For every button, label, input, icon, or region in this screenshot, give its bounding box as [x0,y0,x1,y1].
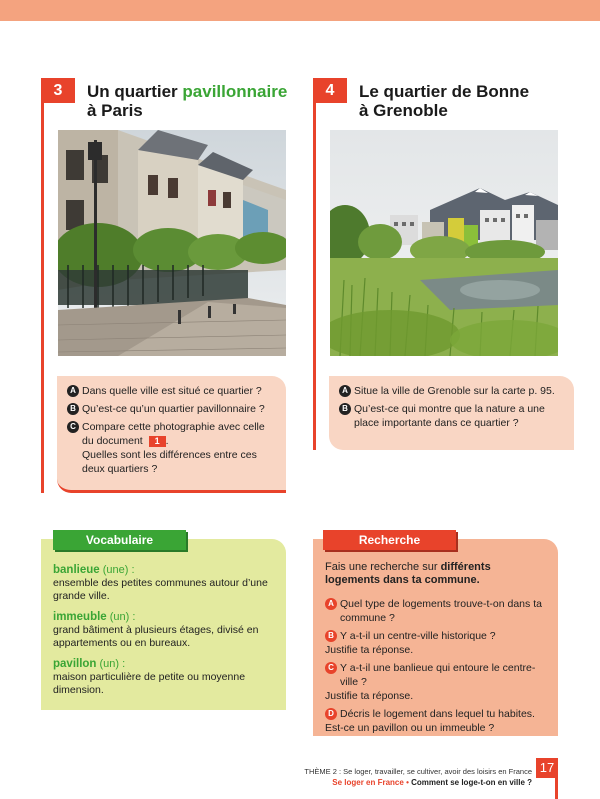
footer-lesson: Comment se loge-t-on en ville ? [411,778,532,787]
question-c-text: Compare cette photographie avec celle du document [82,421,265,447]
research-intro-prefix: Fais une recherche sur [325,561,441,573]
research-question-b-text: Y a-t-il un centre-ville historique ? [340,630,496,642]
bullet-a: A [67,385,79,397]
vocab-term-banlieue [53,564,276,603]
bullet-b: B [325,630,337,642]
research-question-a-text: Quel type de logements trouve-t-on dans ta commune ? [340,598,542,624]
research-box [313,539,558,736]
grenoble-district-photo [330,130,558,356]
vocab-term-pavillon [53,658,276,697]
research-question-b [325,629,548,657]
vocab-gender: (un) : [106,611,136,623]
research-tab: Recherche [323,530,456,550]
document-4-questions [329,376,574,450]
vocab-word: pavillon [53,658,97,670]
document-4-title-line2: à Grenoble [359,101,448,120]
document-3-title [87,82,297,120]
research-question-b-line2: Justifie ta réponse. [325,644,414,656]
document-3-title-prefix: Un quartier [87,82,183,101]
bullet-b: B [67,403,79,415]
paris-street-photo [58,130,286,356]
question-c-period: . [165,435,169,447]
research-question-c-text: Y a-t-il une banlieue qui entoure le centre-ville ? [340,662,536,688]
bullet-a: A [339,385,351,397]
question-a [67,384,276,398]
vocab-definition: ensemble des petites communes autour d’une grande ville. [53,577,268,602]
research-intro-bold: différents logements dans ta commune. [325,561,491,586]
document-3-number: 3 [41,78,75,103]
research-question-d-line2: Est-ce un pavillon ou un immeuble ? [325,722,495,734]
vocab-word: immeuble [53,611,107,623]
document-3-title-highlight: pavillonnaire [182,82,288,101]
document-3-rail [41,78,44,493]
vocabulary-box [41,539,286,710]
document-1-reference[interactable]: 1 [149,436,166,447]
vocab-term-immeuble [53,611,276,650]
question-b [339,402,564,430]
research-question-d-text: Décris le logement dans lequel tu habites. [340,708,535,720]
research-question-d [325,707,548,735]
vocabulary-tab: Vocabulaire [53,530,186,550]
bullet-b: B [339,403,351,415]
question-a-text: Situe la ville de Grenoble sur la carte p. 95. [354,385,555,397]
vocab-definition: grand bâtiment à plusieurs étages, divisé en appartements ou en bureaux. [53,624,259,649]
question-c-line2: Quelles sont les différences entre ces deux quartiers ? [82,449,257,475]
vocab-gender: (une) : [99,564,135,576]
question-c [67,420,276,476]
vocab-word: banlieue [53,564,100,576]
research-question-a [325,597,548,625]
bullet-a: A [325,598,337,610]
footer-chapter[interactable]: Se loger en France [332,778,404,787]
document-4-number: 4 [313,78,347,103]
document-3-title-suffix: à Paris [87,101,143,120]
bullet-d: D [325,708,337,720]
question-a-text: Dans quelle ville est situé ce quartier ? [82,385,262,397]
bullet-c: C [325,662,337,674]
question-b-text: Qu’est-ce qu’un quartier pavillonnaire ? [82,403,265,415]
document-3-questions [57,376,286,493]
research-question-c-line2: Justifie ta réponse. [325,690,414,702]
page-number-rail [555,778,558,799]
vocab-gender: (un) : [96,658,126,670]
footer-separator: • [403,778,412,787]
research-question-c [325,661,548,703]
page-number: 17 [536,758,558,778]
question-b-text: Qu’est-ce qui montre que la nature a une place importante dans ce quartier ? [354,403,545,429]
document-4-title [359,82,569,120]
footer-theme: THÈME 2 : Se loger, travailler, se cultiver, avoir des loisirs en France [304,767,532,776]
research-intro [325,561,548,587]
document-4-title-line1: Le quartier de Bonne [359,82,530,101]
question-b [67,402,276,416]
vocab-definition: maison particulière de petite ou moyenne dimension. [53,671,246,696]
document-4-rail [313,78,316,450]
top-color-band [0,0,600,21]
question-a [339,384,564,398]
page-footer [304,766,532,788]
bullet-c: C [67,421,79,433]
footer-chapter-line [304,777,532,788]
